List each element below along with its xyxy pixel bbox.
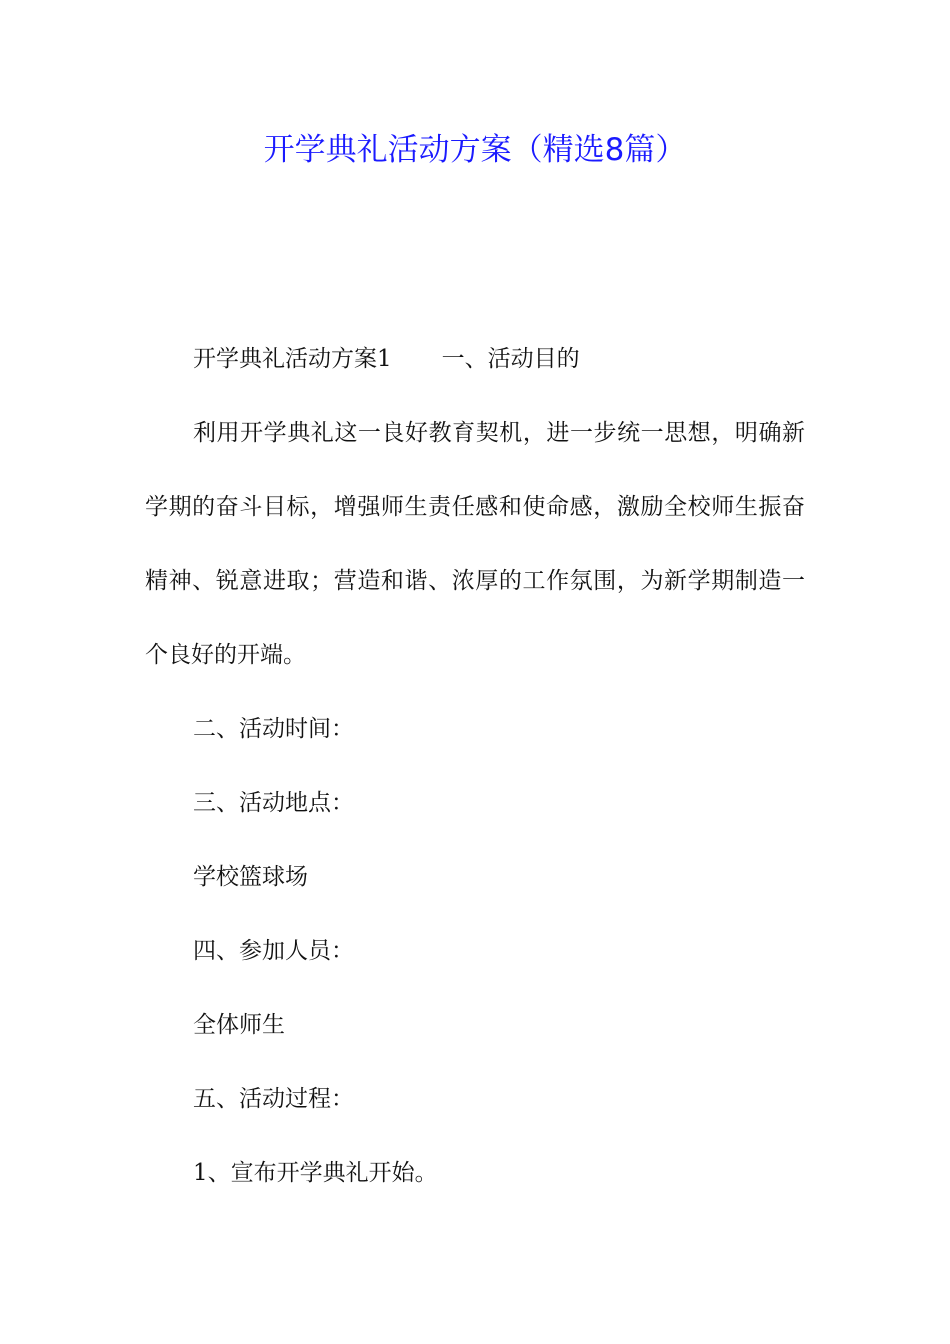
paragraph-participants: 全体师生 (193, 1012, 285, 1038)
paragraph-process-heading: 五、活动过程： (193, 1086, 354, 1112)
document-title: 开学典礼活动方案（精选8篇） (263, 132, 687, 168)
paragraph-purpose: 利用开学典礼这一良好教育契机，进一步统一思想，明确新学期的奋斗目标，增强师生责任感和使命感，激励全校师生振奋精神、锐意进取；营造和谐、浓厚的工作氛围，为新学期制造一个良好的开端。 (145, 420, 805, 668)
section-title: 开学典礼活动方案1 (193, 346, 392, 372)
paragraph-location: 学校篮球场 (193, 864, 308, 890)
paragraph-heading (145, 322, 805, 396)
document-body (145, 322, 805, 1210)
paragraph-time-heading: 二、活动时间： (193, 716, 354, 742)
subsection-title: 一、活动目的 (441, 346, 580, 372)
paragraph-process-step-1: 1、宣布开学典礼开始。 (193, 1160, 438, 1186)
paragraph-location-heading: 三、活动地点： (193, 790, 354, 816)
paragraph-participants-heading: 四、参加人员： (193, 938, 354, 964)
